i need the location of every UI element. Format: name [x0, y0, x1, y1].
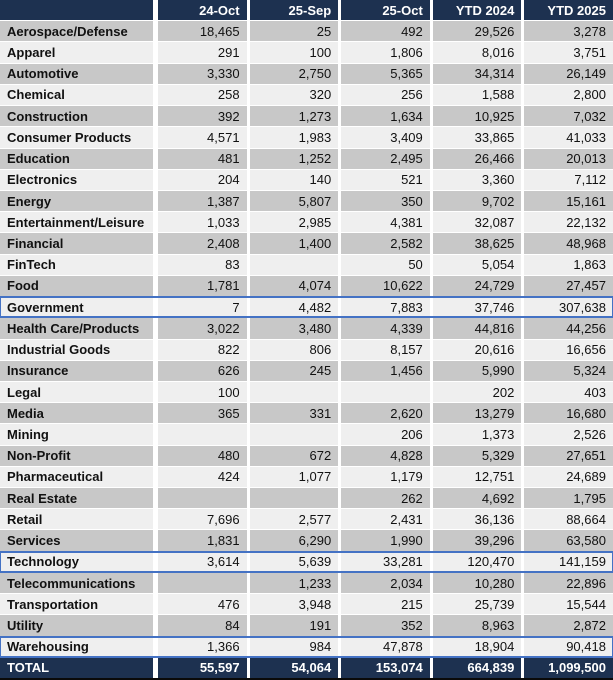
table-row	[0, 149, 613, 169]
total-label: TOTAL	[0, 658, 153, 678]
cell-value	[250, 424, 339, 444]
cell-value: 34,314	[433, 64, 522, 84]
column-header: YTD 2024	[433, 0, 522, 20]
cell-value: 15,161	[524, 191, 613, 211]
cell-value: 2,431	[341, 509, 430, 529]
table-row	[0, 637, 613, 657]
table-row	[0, 530, 613, 550]
cell-value: 5,639	[250, 552, 339, 572]
table-row	[0, 233, 613, 253]
cell-value: 37,746	[433, 297, 522, 317]
table-row	[0, 446, 613, 466]
cell-value: 100	[250, 42, 339, 62]
table-row	[0, 297, 613, 317]
cell-value: 2,034	[341, 573, 430, 593]
cell-value: 984	[250, 637, 339, 657]
cell-value: 352	[341, 615, 430, 635]
row-label: Electronics	[0, 170, 153, 190]
table-row	[0, 382, 613, 402]
cell-value: 3,330	[158, 64, 247, 84]
cell-value: 7,696	[158, 509, 247, 529]
row-label: Chemical	[0, 85, 153, 105]
cell-value: 18,465	[158, 21, 247, 41]
table-row	[0, 276, 613, 296]
cell-value: 8,016	[433, 42, 522, 62]
cell-value: 5,365	[341, 64, 430, 84]
cell-value: 424	[158, 467, 247, 487]
row-label: Financial	[0, 233, 153, 253]
cell-value: 521	[341, 170, 430, 190]
cell-value: 10,925	[433, 106, 522, 126]
cell-value: 2,872	[524, 615, 613, 635]
table-row	[0, 361, 613, 381]
cell-value: 29,526	[433, 21, 522, 41]
cell-value: 1,273	[250, 106, 339, 126]
row-label: FinTech	[0, 255, 153, 275]
cell-value	[158, 488, 247, 508]
cell-value	[250, 488, 339, 508]
column-header: 24-Oct	[158, 0, 247, 20]
cell-value: 191	[250, 615, 339, 635]
row-label: Aerospace/Defense	[0, 21, 153, 41]
cell-value: 44,816	[433, 318, 522, 338]
table-row	[0, 340, 613, 360]
cell-value	[158, 573, 247, 593]
cell-value: 25,739	[433, 594, 522, 614]
cell-value: 202	[433, 382, 522, 402]
cell-value: 3,480	[250, 318, 339, 338]
row-label: Consumer Products	[0, 127, 153, 147]
row-label: Construction	[0, 106, 153, 126]
table-row	[0, 594, 613, 614]
table-row	[0, 106, 613, 126]
cell-value: 1,831	[158, 530, 247, 550]
column-header: YTD 2025	[524, 0, 613, 20]
cell-value: 2,750	[250, 64, 339, 84]
cell-value: 26,466	[433, 149, 522, 169]
cell-value: 120,470	[433, 552, 522, 572]
cell-value: 2,526	[524, 424, 613, 444]
cell-value: 215	[341, 594, 430, 614]
cell-value: 1,387	[158, 191, 247, 211]
cell-value: 27,651	[524, 446, 613, 466]
row-label: Automotive	[0, 64, 153, 84]
cell-value: 365	[158, 403, 247, 423]
cell-value: 6,290	[250, 530, 339, 550]
table-row	[0, 191, 613, 211]
row-label: Insurance	[0, 361, 153, 381]
cell-value: 27,457	[524, 276, 613, 296]
row-label: Retail	[0, 509, 153, 529]
cell-value: 7,032	[524, 106, 613, 126]
cell-value: 7,883	[341, 297, 430, 317]
row-header-column-header	[0, 0, 153, 20]
table-row	[0, 255, 613, 275]
total-value: 153,074	[341, 658, 430, 678]
cell-value: 1,252	[250, 149, 339, 169]
cell-value	[341, 382, 430, 402]
cell-value: 38,625	[433, 233, 522, 253]
table-row	[0, 127, 613, 147]
row-label: Real Estate	[0, 488, 153, 508]
cell-value: 7,112	[524, 170, 613, 190]
cell-value: 1,781	[158, 276, 247, 296]
row-label: Food	[0, 276, 153, 296]
cell-value: 392	[158, 106, 247, 126]
cell-value: 44,256	[524, 318, 613, 338]
cell-value: 1,233	[250, 573, 339, 593]
cell-value: 100	[158, 382, 247, 402]
cell-value: 88,664	[524, 509, 613, 529]
cell-value: 2,495	[341, 149, 430, 169]
cell-value: 22,896	[524, 573, 613, 593]
table-row	[0, 318, 613, 338]
cell-value: 291	[158, 42, 247, 62]
cell-value: 492	[341, 21, 430, 41]
cell-value: 1,983	[250, 127, 339, 147]
cell-value: 2,985	[250, 212, 339, 232]
table-row	[0, 212, 613, 232]
cell-value: 3,278	[524, 21, 613, 41]
cell-value: 350	[341, 191, 430, 211]
cell-value: 41,033	[524, 127, 613, 147]
table-row	[0, 42, 613, 62]
cell-value: 1,400	[250, 233, 339, 253]
cell-value: 4,381	[341, 212, 430, 232]
cell-value: 3,948	[250, 594, 339, 614]
table-row	[0, 170, 613, 190]
cell-value: 24,729	[433, 276, 522, 296]
cell-value: 12,751	[433, 467, 522, 487]
cell-value: 24,689	[524, 467, 613, 487]
cell-value: 50	[341, 255, 430, 275]
cell-value: 18,904	[433, 637, 522, 657]
row-label: Services	[0, 530, 153, 550]
row-label: Utility	[0, 615, 153, 635]
cell-value: 13,279	[433, 403, 522, 423]
cell-value: 262	[341, 488, 430, 508]
row-label: Health Care/Products	[0, 318, 153, 338]
cell-value: 1,863	[524, 255, 613, 275]
cell-value: 5,054	[433, 255, 522, 275]
cell-value: 1,634	[341, 106, 430, 126]
row-label: Energy	[0, 191, 153, 211]
row-label: Government	[0, 297, 153, 317]
cell-value: 15,544	[524, 594, 613, 614]
cell-value: 1,033	[158, 212, 247, 232]
row-label: Telecommunications	[0, 573, 153, 593]
table-row	[0, 21, 613, 41]
cell-value: 206	[341, 424, 430, 444]
row-label: Transportation	[0, 594, 153, 614]
cell-value: 33,865	[433, 127, 522, 147]
cell-value: 1,373	[433, 424, 522, 444]
cell-value: 1,456	[341, 361, 430, 381]
cell-value: 3,022	[158, 318, 247, 338]
row-label: Legal	[0, 382, 153, 402]
cell-value: 320	[250, 85, 339, 105]
cell-value: 63,580	[524, 530, 613, 550]
cell-value: 822	[158, 340, 247, 360]
row-label: Industrial Goods	[0, 340, 153, 360]
cell-value: 47,878	[341, 637, 430, 657]
table-row	[0, 573, 613, 593]
cell-value: 1,806	[341, 42, 430, 62]
cell-value: 48,968	[524, 233, 613, 253]
cell-value: 1,795	[524, 488, 613, 508]
row-label: Warehousing	[0, 637, 153, 657]
cell-value: 3,409	[341, 127, 430, 147]
row-label: Technology	[0, 552, 153, 572]
cell-value: 10,622	[341, 276, 430, 296]
table-row	[0, 467, 613, 487]
cell-value: 672	[250, 446, 339, 466]
cell-value: 3,614	[158, 552, 247, 572]
cell-value: 256	[341, 85, 430, 105]
table-row	[0, 85, 613, 105]
cell-value: 1,366	[158, 637, 247, 657]
total-value: 1,099,500	[524, 658, 613, 678]
cell-value: 1,990	[341, 530, 430, 550]
cell-value: 2,408	[158, 233, 247, 253]
cell-value: 3,751	[524, 42, 613, 62]
cell-value: 2,582	[341, 233, 430, 253]
table-row	[0, 488, 613, 508]
cell-value: 9,702	[433, 191, 522, 211]
cell-value: 5,807	[250, 191, 339, 211]
cell-value: 5,990	[433, 361, 522, 381]
cell-value: 26,149	[524, 64, 613, 84]
cell-value: 140	[250, 170, 339, 190]
cell-value: 307,638	[524, 297, 613, 317]
cell-value: 2,620	[341, 403, 430, 423]
cell-value: 480	[158, 446, 247, 466]
column-header: 25-Sep	[250, 0, 339, 20]
cell-value	[250, 255, 339, 275]
table-row	[0, 552, 613, 572]
cell-value: 4,074	[250, 276, 339, 296]
cell-value: 4,482	[250, 297, 339, 317]
row-label: Education	[0, 149, 153, 169]
cell-value: 36,136	[433, 509, 522, 529]
cell-value: 16,680	[524, 403, 613, 423]
cell-value: 22,132	[524, 212, 613, 232]
table-row	[0, 64, 613, 84]
table-row	[0, 615, 613, 635]
cell-value: 5,329	[433, 446, 522, 466]
cell-value	[250, 382, 339, 402]
cell-value: 16,656	[524, 340, 613, 360]
cell-value: 39,296	[433, 530, 522, 550]
row-label: Entertainment/Leisure	[0, 212, 153, 232]
cell-value: 258	[158, 85, 247, 105]
cell-value: 2,800	[524, 85, 613, 105]
cell-value: 84	[158, 615, 247, 635]
cell-value: 481	[158, 149, 247, 169]
total-value: 54,064	[250, 658, 339, 678]
cell-value: 245	[250, 361, 339, 381]
cell-value: 90,418	[524, 637, 613, 657]
cell-value: 4,828	[341, 446, 430, 466]
row-label: Apparel	[0, 42, 153, 62]
cell-value: 20,616	[433, 340, 522, 360]
cell-value	[158, 424, 247, 444]
cell-value: 2,577	[250, 509, 339, 529]
header-row	[0, 0, 613, 20]
cell-value: 141,159	[524, 552, 613, 572]
cell-value: 4,571	[158, 127, 247, 147]
cell-value: 8,963	[433, 615, 522, 635]
cell-value: 32,087	[433, 212, 522, 232]
total-value: 55,597	[158, 658, 247, 678]
cell-value: 1,588	[433, 85, 522, 105]
total-row	[0, 658, 613, 678]
cell-value: 25	[250, 21, 339, 41]
row-label: Mining	[0, 424, 153, 444]
cell-value: 626	[158, 361, 247, 381]
table-row	[0, 509, 613, 529]
table-row	[0, 403, 613, 423]
row-label: Pharmaceutical	[0, 467, 153, 487]
cell-value: 5,324	[524, 361, 613, 381]
cell-value: 1,179	[341, 467, 430, 487]
total-value: 664,839	[433, 658, 522, 678]
cell-value: 806	[250, 340, 339, 360]
cell-value: 33,281	[341, 552, 430, 572]
cell-value: 476	[158, 594, 247, 614]
cell-value: 3,360	[433, 170, 522, 190]
cell-value: 204	[158, 170, 247, 190]
column-header: 25-Oct	[341, 0, 430, 20]
cell-value: 4,339	[341, 318, 430, 338]
row-label: Media	[0, 403, 153, 423]
table-row	[0, 424, 613, 444]
cell-value: 403	[524, 382, 613, 402]
cell-value: 83	[158, 255, 247, 275]
cell-value: 4,692	[433, 488, 522, 508]
cell-value: 7	[158, 297, 247, 317]
cell-value: 20,013	[524, 149, 613, 169]
cell-value: 8,157	[341, 340, 430, 360]
cell-value: 331	[250, 403, 339, 423]
cell-value: 10,280	[433, 573, 522, 593]
row-label: Non-Profit	[0, 446, 153, 466]
cell-value: 1,077	[250, 467, 339, 487]
